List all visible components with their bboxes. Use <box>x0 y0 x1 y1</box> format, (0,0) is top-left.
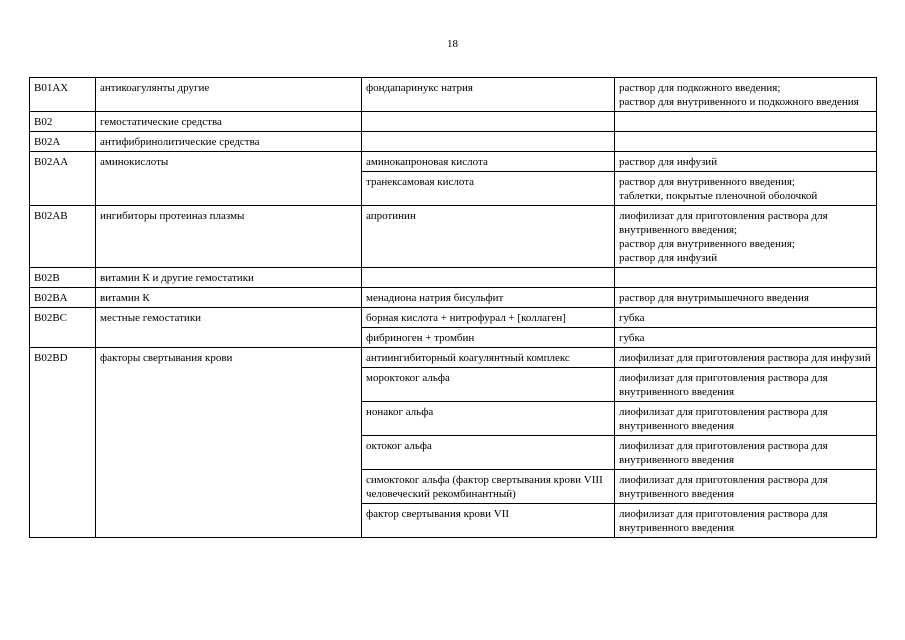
dosage-form: раствор для внутримышечного введения <box>615 288 877 308</box>
dosage-form: лиофилизат для приготовления раствора для внутривенного введения <box>615 368 877 402</box>
dosage-form: лиофилизат для приготовления раствора для инфузий <box>615 348 877 368</box>
drug-name: мороктоког альфа <box>362 368 615 402</box>
atc-code: B02BA <box>30 288 96 308</box>
group-name: антифибринолитические средства <box>96 132 362 152</box>
drug-name: апротинин <box>362 206 615 268</box>
group-name: витамин К и другие гемостатики <box>96 268 362 288</box>
dosage-form <box>615 268 877 288</box>
dosage-form <box>615 132 877 152</box>
drug-name: транексамовая кислота <box>362 172 615 206</box>
drug-name: октоког альфа <box>362 436 615 470</box>
dosage-form: лиофилизат для приготовления раствора для внутривенного введения <box>615 504 877 538</box>
atc-code: B01AX <box>30 78 96 112</box>
drug-table <box>29 77 877 538</box>
drug-name: антиингибиторный коагулянтный комплекс <box>362 348 615 368</box>
table-row <box>30 288 877 308</box>
drug-name: фактор свертывания крови VII <box>362 504 615 538</box>
group-name: витамин К <box>96 288 362 308</box>
atc-code: B02A <box>30 132 96 152</box>
table-row <box>30 112 877 132</box>
table-row <box>30 348 877 368</box>
atc-code: B02BC <box>30 308 96 348</box>
drug-name: фибриноген + тромбин <box>362 328 615 348</box>
drug-name <box>362 268 615 288</box>
atc-code: B02 <box>30 112 96 132</box>
dosage-form: лиофилизат для приготовления раствора для внутривенного введения; раствор для внутривенного введения; раствор для инфузий <box>615 206 877 268</box>
dosage-form: раствор для подкожного введения; раствор для внутривенного и подкожного введения <box>615 78 877 112</box>
drug-name: аминокапроновая кислота <box>362 152 615 172</box>
group-name: местные гемостатики <box>96 308 362 348</box>
dosage-form: лиофилизат для приготовления раствора для внутривенного введения <box>615 402 877 436</box>
table-row <box>30 308 877 328</box>
drug-name: фондапаринукс натрия <box>362 78 615 112</box>
dosage-form: лиофилизат для приготовления раствора для внутривенного введения <box>615 470 877 504</box>
atc-code: B02BD <box>30 348 96 538</box>
group-name: гемостатические средства <box>96 112 362 132</box>
atc-code: B02B <box>30 268 96 288</box>
dosage-form: раствор для инфузий <box>615 152 877 172</box>
drug-name <box>362 112 615 132</box>
dosage-form <box>615 112 877 132</box>
atc-code: B02AA <box>30 152 96 206</box>
drug-name: менадиона натрия бисульфит <box>362 288 615 308</box>
table-row <box>30 152 877 172</box>
group-name: аминокислоты <box>96 152 362 206</box>
dosage-form: губка <box>615 328 877 348</box>
group-name: антикоагулянты другие <box>96 78 362 112</box>
drug-name: борная кислота + нитрофурал + [коллаген] <box>362 308 615 328</box>
dosage-form: раствор для внутривенного введения; таблетки, покрытые пленочной оболочкой <box>615 172 877 206</box>
atc-code: B02AB <box>30 206 96 268</box>
table-row <box>30 206 877 268</box>
dosage-form: лиофилизат для приготовления раствора для внутривенного введения <box>615 436 877 470</box>
page-number: 18 <box>447 38 458 50</box>
drug-name: симоктоког альфа (фактор свертывания крови VIII человеческий рекомбинантный) <box>362 470 615 504</box>
group-name: факторы свертывания крови <box>96 348 362 538</box>
drug-name <box>362 132 615 152</box>
table-row <box>30 78 877 112</box>
table-row <box>30 268 877 288</box>
drug-name: нонаког альфа <box>362 402 615 436</box>
group-name: ингибиторы протеиназ плазмы <box>96 206 362 268</box>
table-row <box>30 132 877 152</box>
dosage-form: губка <box>615 308 877 328</box>
